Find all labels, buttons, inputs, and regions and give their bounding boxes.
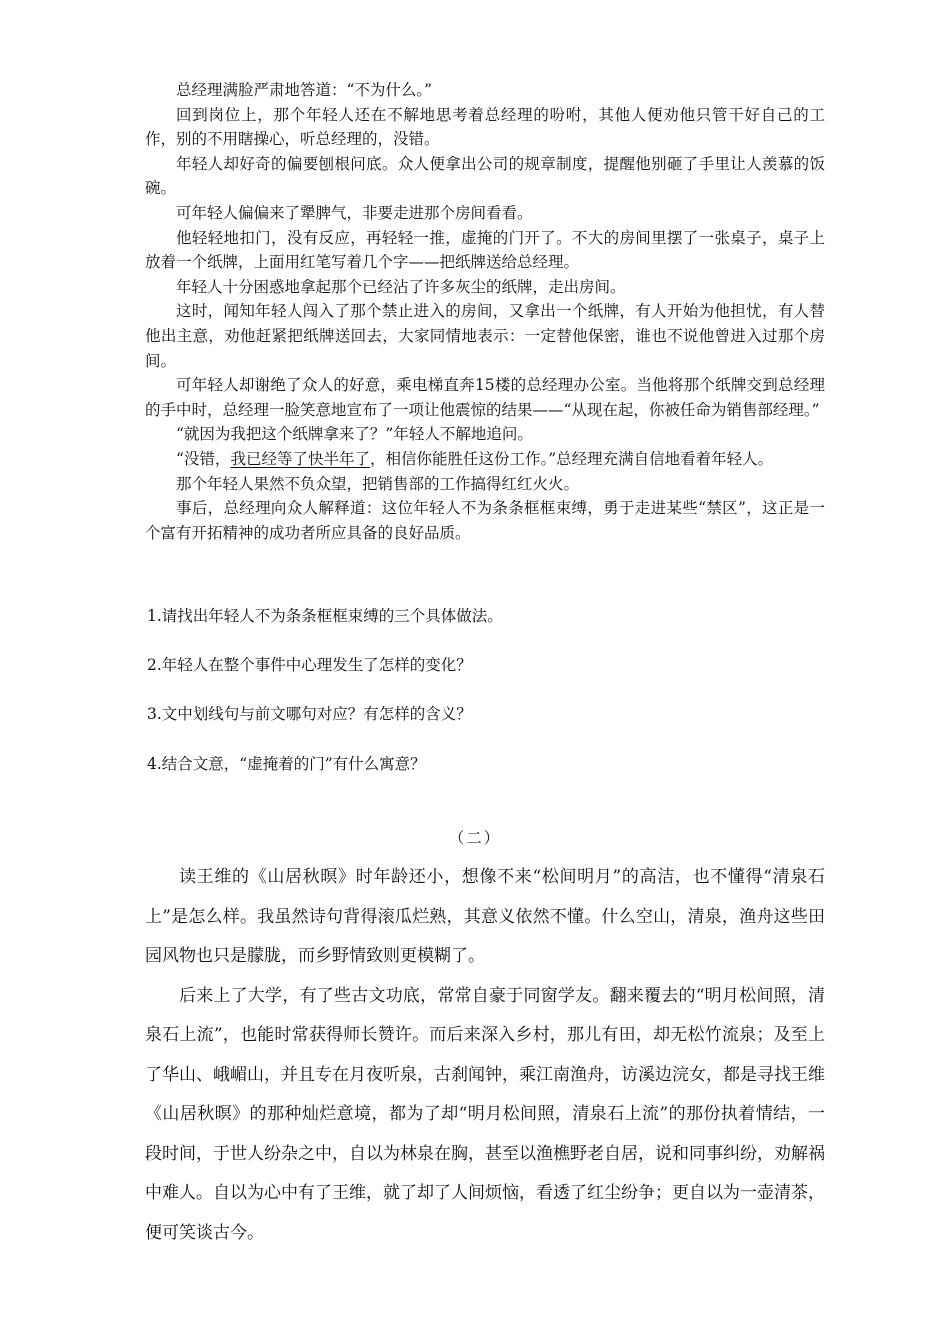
paragraph: 可年轻人却谢绝了众人的好意，乘电梯直奔15楼的总经理办公室。当他将那个纸牌交到总经理的手中时，总经理一脸笑意地宣布了一项让他震惊的结果——“从现在起，你被任命为销售部经理。”: [145, 376, 825, 419]
paragraph: 总经理满脸严肃地答道：“不为什么。”: [176, 81, 433, 99]
paragraph: 事后，总经理向众人解释道：这位年轻人不为条条框框束缚，勇于走进某些“禁区”，这正是一个富有开拓精神的成功者所应具备的良好品质。: [145, 499, 825, 542]
paragraph: 读王维的《山居秋暝》时年龄还小，想像不来“松间明月”的高洁，也不懂得“清泉石上”是怎么样。我虽然诗句背得滚瓜烂熟，其意义依然不懂。什么空山，清泉，渔舟这些田园风物也只是朦胧，而乡野情致则更模糊了。: [145, 867, 825, 966]
paragraph: 年轻人十分困惑地拿起那个已经沾了许多灰尘的纸牌，走出房间。: [176, 277, 626, 296]
question-item: 2.年轻人在整个事件中心理发生了怎样的变化？: [147, 656, 472, 675]
question-item: 3.文中划线句与前文哪句对应？有怎样的含义？: [147, 705, 472, 724]
paragraph: 年轻人却好奇的偏要刨根问底。众人便拿出公司的规章制度，提醒他别砸了手里让人羡慕的饭碗。: [145, 154, 825, 198]
paragraph: 回到岗位上，那个年轻人还在不解地思考着总经理的吩咐，其他人便劝他只管干好自己的工作，别的不用瞎操心，听总经理的，没错。: [145, 105, 825, 149]
paragraph: “就因为我把这个纸牌拿来了？”年轻人不解地追问。: [176, 425, 533, 444]
text-run: “没错，: [176, 449, 231, 468]
text-run: ，相信你能胜任这份工作。”总经理充满自信地看着年轻人。: [369, 449, 774, 468]
question-item: 4.结合文意，“虚掩着的门”有什么寓意？: [147, 754, 426, 773]
paragraph: 可年轻人偏偏来了犟脾气，非要走进那个房间看看。: [176, 203, 533, 222]
question-list: [145, 604, 825, 801]
paragraph-with-underline: [145, 447, 825, 472]
passage-one: [145, 78, 825, 545]
paragraph: 后来上了大学，有了些古文功底，常常自豪于同窗学友。翻来覆去的“明月松间照，清泉石上流”，也能时常获得师长赞许。而后来深入乡村，那儿有田，却无松竹流泉；及至上了华山、峨嵋山，并且专在月夜听泉，古刹闻钟，乘江南渔舟，访溪边浣女，都是寻找王维《山居秋暝》的那种灿烂意境，都为了却“明月松间照，清泉石上流”的那份执着情结，一段时间，于世人纷杂之中，自以为林泉在胸，甚至以渔樵野老自居，说和同事纠纷，劝解祸中难人。自以为心中有了王维，就了却了人间烦恼，看透了红尘纷争；更自以为一壶清茶，便可笑谈古今。: [145, 985, 825, 1243]
underlined-sentence: 我已经等了快半年了: [230, 449, 370, 468]
paragraph: 那个年轻人果然不负众望，把销售部的工作搞得红红火火。: [176, 474, 580, 493]
section-title: （二）: [448, 829, 502, 847]
paragraph: 他轻轻地扣门，没有反应，再轻轻一推，虚掩的门开了。不大的房间里摆了一张桌子，桌子上放着一个纸牌，上面用红笔写着几个字——把纸牌送给总经理。: [145, 228, 825, 272]
paragraph: 这时，闻知年轻人闯入了那个禁止进入的房间，又拿出一个纸牌，有人开始为他担忧，有人替他出主意，劝他赶紧把纸牌送回去，大家同情地表示：一定替他保密，谁也不说他曾进入过那个房间。: [145, 302, 825, 370]
passage-two: [145, 858, 825, 1253]
question-item: 1.请找出年轻人不为条条框框束缚的三个具体做法。: [147, 607, 503, 625]
